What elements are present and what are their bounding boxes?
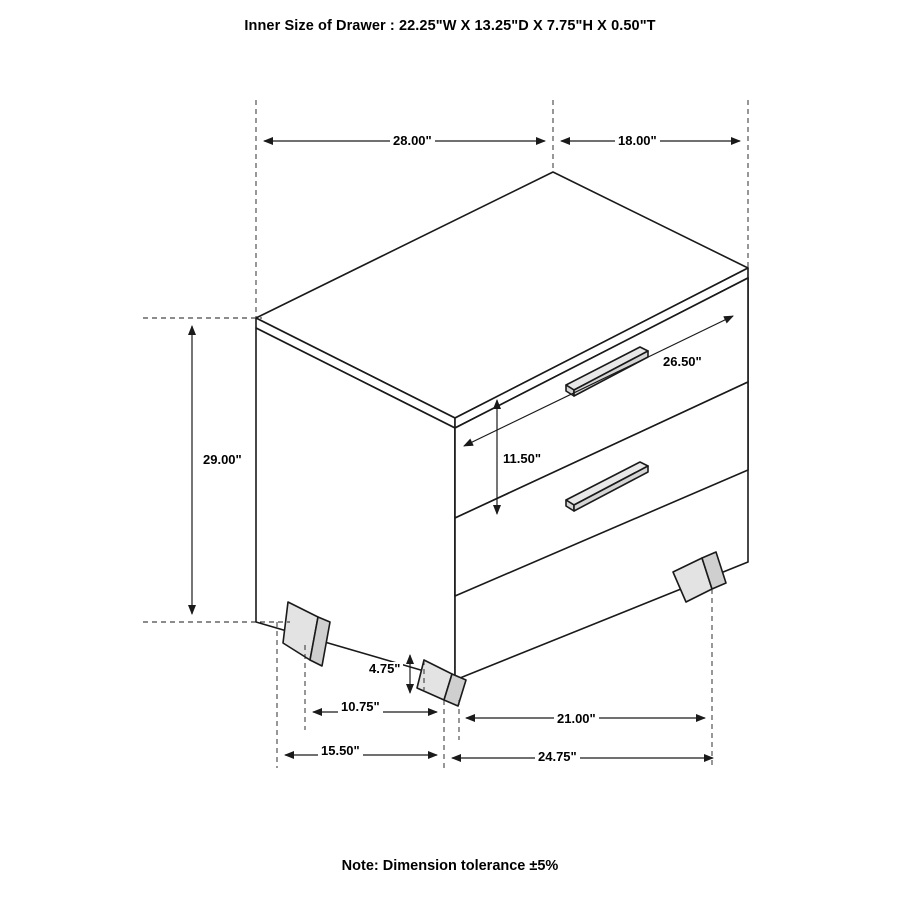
page-title: Inner Size of Drawer : 22.25"W X 13.25"D X 7.75"H X 0.50"T xyxy=(244,18,656,34)
dim-label-10-75: 10.75" xyxy=(338,700,383,714)
dim-label-18: 18.00" xyxy=(615,134,660,148)
dim-label-11-5: 11.50" xyxy=(500,452,544,466)
dim-label-24-75: 24.75" xyxy=(535,750,580,764)
dim-label-21: 21.00" xyxy=(554,712,599,726)
dim-label-28: 28.00" xyxy=(390,134,435,148)
dim-label-29: 29.00" xyxy=(200,453,245,467)
dim-label-26-5: 26.50" xyxy=(660,355,705,369)
dim-label-15-5: 15.50" xyxy=(318,744,363,758)
tolerance-note: Note: Dimension tolerance ±5% xyxy=(341,858,559,874)
nightstand-body xyxy=(256,172,748,706)
dim-label-4-75: 4.75" xyxy=(366,662,403,676)
